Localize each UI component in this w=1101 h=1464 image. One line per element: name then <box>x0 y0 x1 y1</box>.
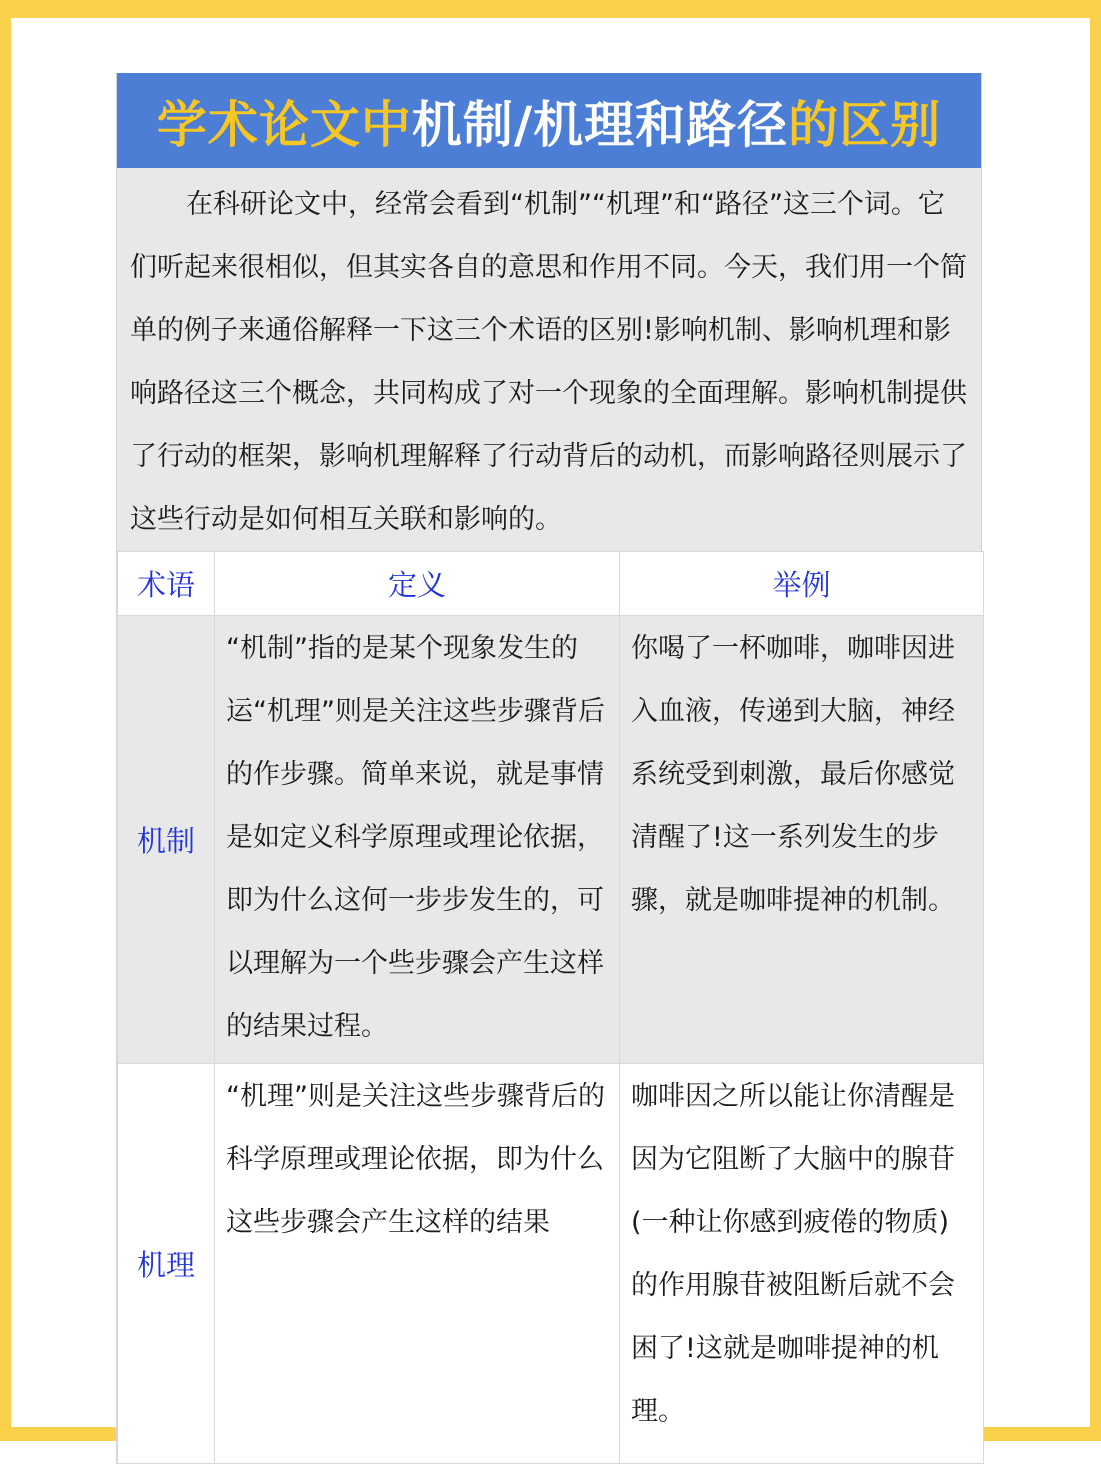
term-cell: 机理 <box>118 1064 215 1464</box>
title-part-3: 的区别 <box>788 94 942 154</box>
header-example: 举例 <box>620 552 984 616</box>
example-text: 咖啡因之所以能让你清醒是因为它阻断了大脑中的腺苷(一种让你感到疲倦的物质)的作用腺苷被阻断后就不会困了!这就是咖啡提神的机理。 <box>631 1081 955 1427</box>
title-part-1: 学术论文中 <box>156 94 412 154</box>
document-sheet <box>116 73 982 1464</box>
table-row <box>118 1064 984 1464</box>
example-cell <box>620 1064 984 1464</box>
header-definition: 定义 <box>215 552 620 616</box>
term-cell: 机制 <box>118 616 215 1064</box>
table-header-row <box>118 552 984 616</box>
definition-cell <box>215 616 620 1064</box>
header-term: 术语 <box>118 552 215 616</box>
table-row <box>118 616 984 1064</box>
definition-text: “机理”则是关注这些步骤背后的科学原理或理论依据，即为什么这些步骤会产生这样的结果 <box>226 1081 605 1238</box>
example-cell <box>620 616 984 1064</box>
comparison-table <box>117 551 984 1464</box>
definition-text: “机制”指的是某个现象发生的运“机理”则是关注这些步骤背后的作步骤。简单来说，就是事情是如定义科学原理或理论依据，即为什么这何一步步发生的，可以理解为一个些步骤会产生这样的结果过程。 <box>226 633 605 1042</box>
title-banner <box>117 73 981 168</box>
definition-cell <box>215 1064 620 1464</box>
example-text: 你喝了一杯咖啡，咖啡因进入血液，传递到大脑，神经系统受到刺激，最后你感觉清醒了!这一系列发生的步骤，就是咖啡提神的机制。 <box>631 633 955 916</box>
intro-paragraph: 在科研论文中，经常会看到“机制”“机理”和“路径”这三个词。它们听起来很相似，但其实各自的意思和作用不同。今天，我们用一个简单的例子来通俗解释一下这三个术语的区别!影响机制、影响机理和影响路径这三个概念，共同构成了对一个现象的全面理解。影响机制提供了行动的框架，影响机理解释了行动背后的动机，而影响路径则展示了这些行动是如何相互关联和影响的。 <box>117 168 981 551</box>
title-part-2: 机制/机理和路径 <box>411 94 789 154</box>
